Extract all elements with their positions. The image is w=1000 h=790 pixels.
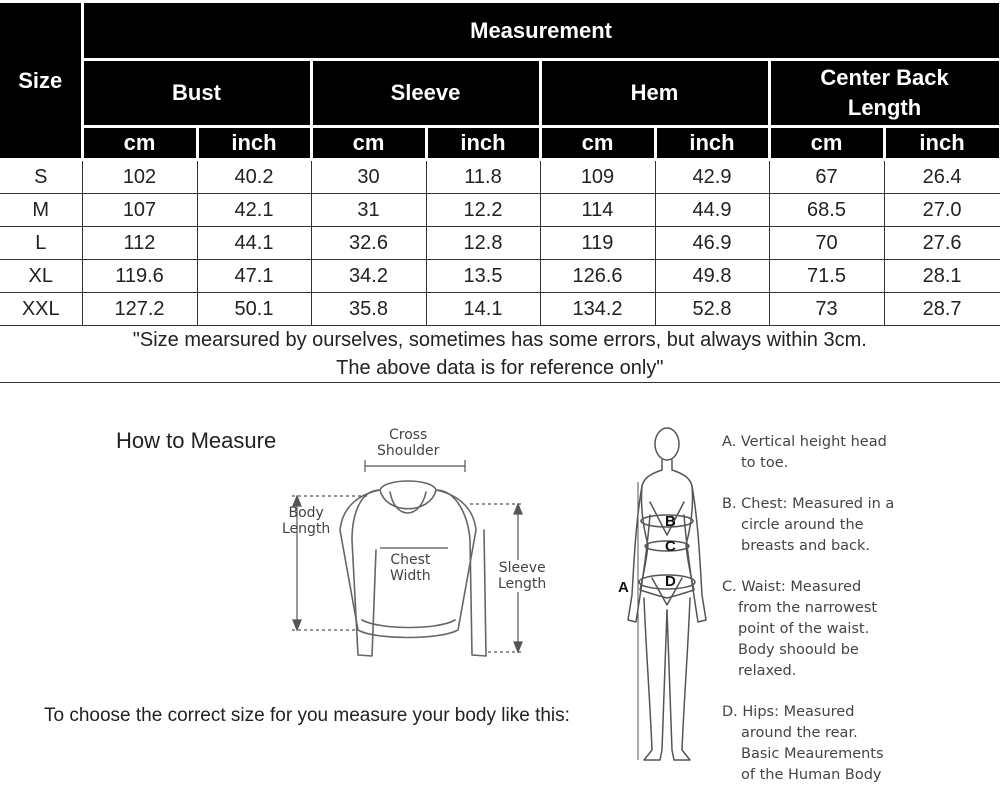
unit-header: inch (655, 127, 769, 160)
value-cell: 28.7 (884, 293, 1000, 326)
description-d: D. Hips: Measured around the rear. Basic Meaurements of the Human Body (722, 704, 884, 783)
table-row (0, 160, 1000, 194)
value-cell: 30 (311, 160, 426, 194)
letter-b: B (665, 513, 676, 530)
human-body-figure (610, 420, 720, 790)
value-cell: 107 (82, 194, 197, 227)
table-row (0, 227, 1000, 260)
disclaimer-note (0, 326, 1000, 383)
value-cell: 46.9 (655, 227, 769, 260)
value-cell: 127.2 (82, 293, 197, 326)
value-cell: 40.2 (197, 160, 311, 194)
figure-head (655, 428, 679, 460)
unit-header: cm (311, 127, 426, 160)
size-cell: L (0, 227, 82, 260)
sleeve-length-label: Sleeve Length (498, 560, 547, 592)
disclaimer-line-1: "Size mearsured by ourselves, sometimes has some errors, but always within 3cm. (132, 329, 867, 351)
value-cell: 52.8 (655, 293, 769, 326)
value-cell: 42.9 (655, 160, 769, 194)
value-cell: 119 (540, 227, 655, 260)
value-cell: 68.5 (769, 194, 884, 227)
value-cell: 34.2 (311, 260, 426, 293)
size-cell: XL (0, 260, 82, 293)
value-cell: 44.9 (655, 194, 769, 227)
disclaimer-line-2: The above data is for reference only" (336, 357, 664, 379)
size-cell: XXL (0, 293, 82, 326)
group-header-sleeve: Sleeve (311, 60, 540, 127)
size-cell: S (0, 160, 82, 194)
body-length-label: Body Length (282, 505, 331, 537)
letter-d: D (665, 573, 676, 590)
size-cell: M (0, 194, 82, 227)
size-chart-table (0, 0, 1000, 383)
unit-header: inch (197, 127, 311, 160)
value-cell: 32.6 (311, 227, 426, 260)
unit-header: cm (82, 127, 197, 160)
group-header-bust: Bust (82, 60, 311, 127)
value-cell: 28.1 (884, 260, 1000, 293)
table-row (0, 293, 1000, 326)
value-cell: 71.5 (769, 260, 884, 293)
value-cell: 27.6 (884, 227, 1000, 260)
value-cell: 70 (769, 227, 884, 260)
table-row (0, 260, 1000, 293)
unit-header: cm (540, 127, 655, 160)
shirt-neck (380, 481, 436, 490)
value-cell: 67 (769, 160, 884, 194)
value-cell: 109 (540, 160, 655, 194)
value-cell: 14.1 (426, 293, 540, 326)
figure-right-leg (667, 598, 690, 760)
description-b: B. Chest: Measured in a circle around the breasts and back. (722, 496, 895, 554)
table-row (0, 194, 1000, 227)
value-cell: 35.8 (311, 293, 426, 326)
value-cell: 126.6 (540, 260, 655, 293)
value-cell: 102 (82, 160, 197, 194)
unit-header: cm (769, 127, 884, 160)
description-c: C. Waist: Measured from the narrowest point of the waist. Body shoould be relaxed. (722, 579, 878, 679)
letter-c: C (665, 538, 676, 555)
group-header-hem: Hem (540, 60, 769, 127)
value-cell: 12.8 (426, 227, 540, 260)
value-cell: 42.1 (197, 194, 311, 227)
chest-width-label: Chest Width (390, 552, 431, 584)
value-cell: 114 (540, 194, 655, 227)
value-cell: 112 (82, 227, 197, 260)
value-cell: 50.1 (197, 293, 311, 326)
value-cell: 49.8 (655, 260, 769, 293)
value-cell: 119.6 (82, 260, 197, 293)
description-a: A. Vertical height head to toe. (722, 434, 887, 471)
value-cell: 44.1 (197, 227, 311, 260)
value-cell: 26.4 (884, 160, 1000, 194)
letter-a: A (618, 579, 629, 596)
shirt-left-sleeve (352, 490, 380, 656)
value-cell: 11.8 (426, 160, 540, 194)
figure-left-leg (644, 598, 667, 760)
group-header-center-back-length: Center Back Length (769, 60, 1000, 127)
size-header: Size (0, 2, 82, 160)
value-cell: 73 (769, 293, 884, 326)
choose-size-instruction: To choose the correct size for you measure your body like this: (44, 705, 570, 726)
disclaimer-row (0, 326, 1000, 383)
measurement-header: Measurement (82, 2, 1000, 60)
value-cell: 134.2 (540, 293, 655, 326)
value-cell: 27.0 (884, 194, 1000, 227)
value-cell: 13.5 (426, 260, 540, 293)
value-cell: 12.2 (426, 194, 540, 227)
cross-shoulder-label: Cross Shoulder (377, 427, 440, 459)
value-cell: 31 (311, 194, 426, 227)
shirt-right-sleeve (436, 490, 486, 656)
unit-header: inch (884, 127, 1000, 160)
value-cell: 47.1 (197, 260, 311, 293)
how-to-measure-title: How to Measure (116, 428, 277, 453)
unit-header: inch (426, 127, 540, 160)
